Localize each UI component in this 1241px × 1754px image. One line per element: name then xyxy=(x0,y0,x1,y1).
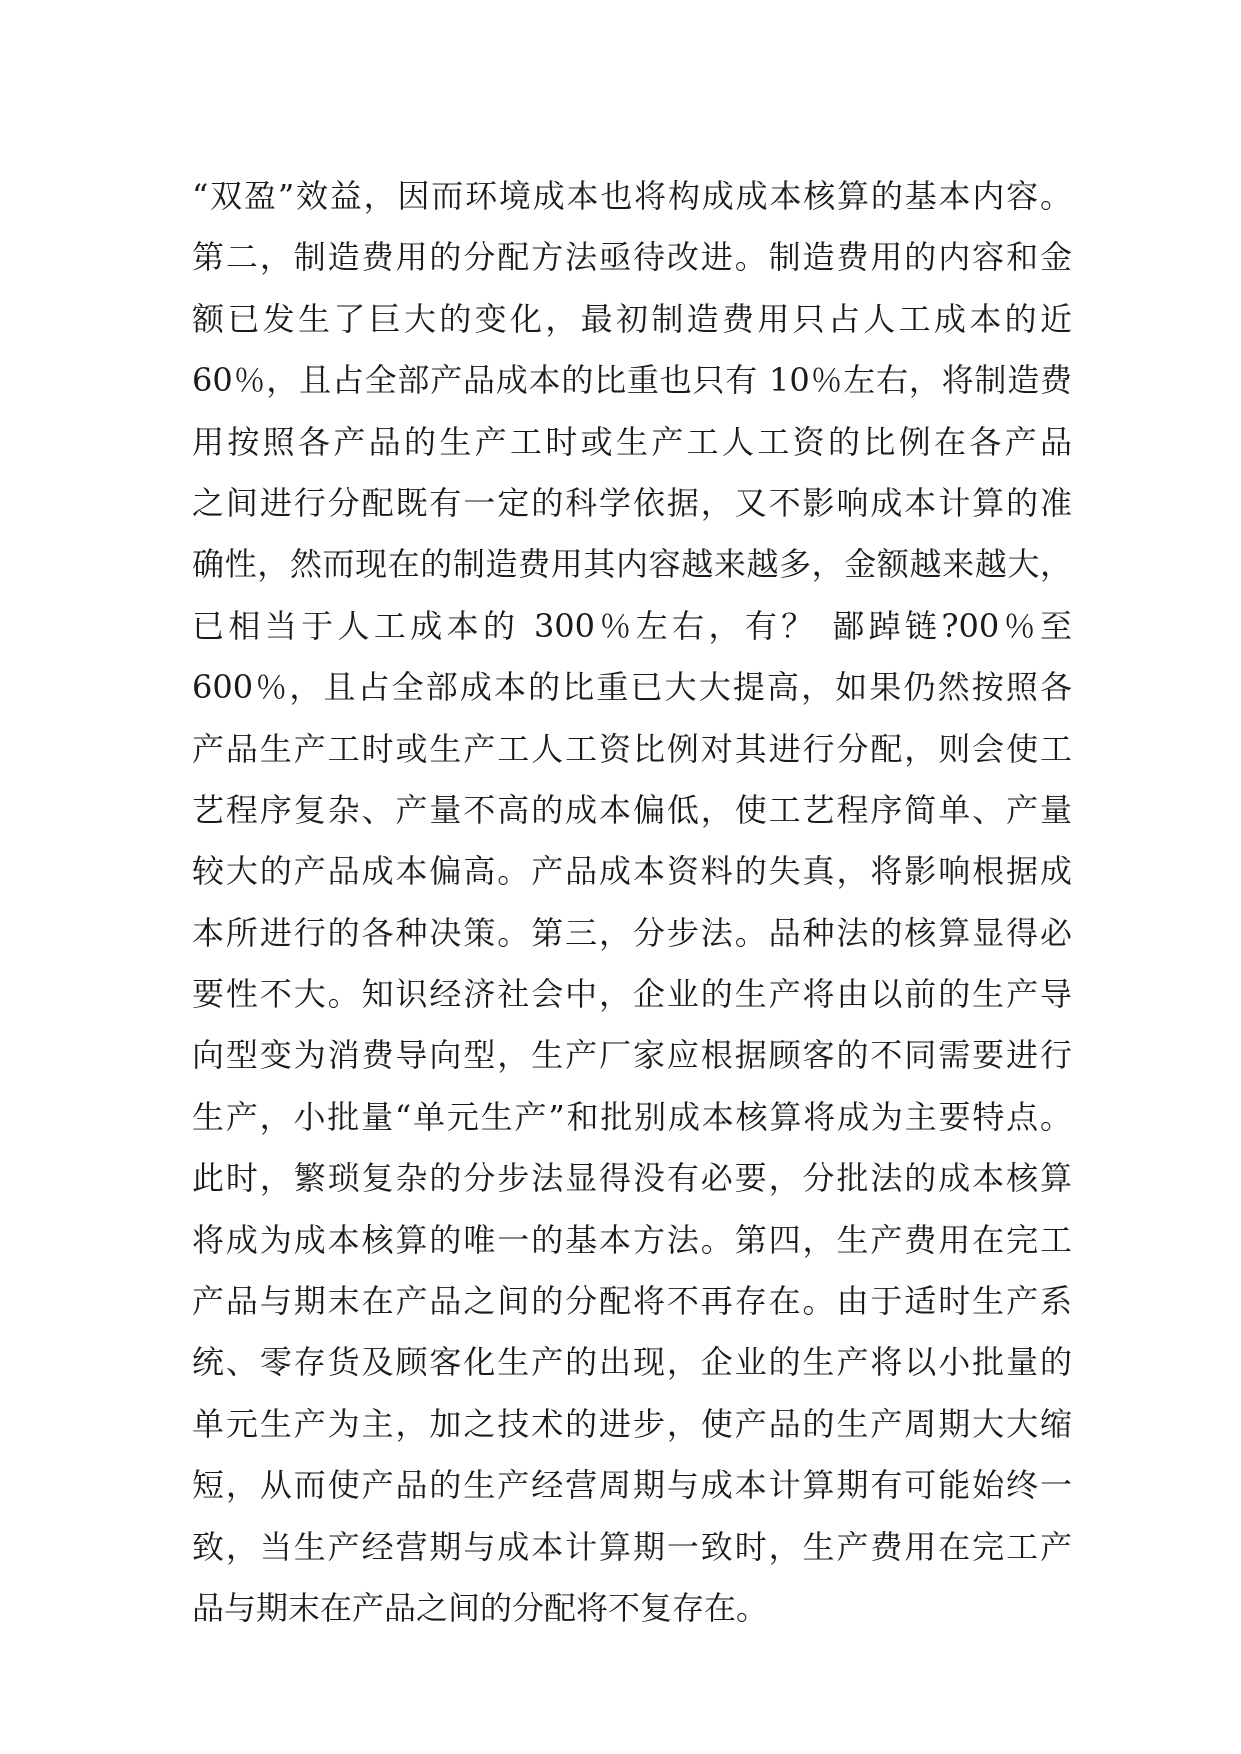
text-line: 本所进行的各种决策。第三，分步法。品种法的核算显得必 xyxy=(192,913,1072,952)
text-line: 额已发生了巨大的变化，最初制造费用只占人工成本的近 xyxy=(192,299,1072,338)
text-line: 600％，且占全部成本的比重已大大提高，如果仍然按照各 xyxy=(192,668,1072,707)
text-line: 确性，然而现在的制造费用其内容越来越多，金额越来越大， xyxy=(192,545,1072,584)
text-line: 艺程序复杂、产量不高的成本偏低，使工艺程序简单、产量 xyxy=(192,790,1072,829)
text-line: 将成为成本核算的唯一的基本方法。第四，生产费用在完工 xyxy=(192,1220,1072,1259)
text-line: 生产，小批量“单元生产”和批别成本核算将成为主要特点。 xyxy=(192,1097,1072,1136)
text-line: 单元生产为主，加之技术的进步，使产品的生产周期大大缩 xyxy=(192,1404,1072,1443)
text-line: 致，当生产经营期与成本计算期一致时，生产费用在完工产 xyxy=(192,1527,1072,1566)
text-line: 要性不大。知识经济社会中，企业的生产将由以前的生产导 xyxy=(192,975,1072,1014)
text-line: 用按照各产品的生产工时或生产工人工资的比例在各产品 xyxy=(192,422,1072,461)
text-line: 此时，繁琐复杂的分步法显得没有必要，分批法的成本核算 xyxy=(192,1159,1072,1198)
text-line: 较大的产品成本偏高。产品成本资料的失真，将影响根据成 xyxy=(192,852,1072,891)
text-line: 短，从而使产品的生产经营周期与成本计算期有可能始终一 xyxy=(192,1466,1072,1505)
text-line: 向型变为消费导向型，生产厂家应根据顾客的不同需要进行 xyxy=(192,1036,1072,1075)
text-line: 产品与期末在产品之间的分配将不再存在。由于适时生产系 xyxy=(192,1282,1072,1321)
text-line: 统、零存货及顾客化生产的出现，企业的生产将以小批量的 xyxy=(192,1343,1072,1382)
text-line: “双盈”效益，因而环境成本也将构成成本核算的基本内容。 xyxy=(192,177,1072,215)
text-line: 第二，制造费用的分配方法亟待改进。制造费用的内容和金 xyxy=(192,238,1072,277)
text-line: 品与期末在产品之间的分配将不复存在。 xyxy=(192,1588,769,1627)
text-line: 60％，且占全部产品成本的比重也只有 10％左右，将制造费 xyxy=(192,361,1072,400)
text-line: 之间进行分配既有一定的科学依据，又不影响成本计算的准 xyxy=(192,483,1072,522)
text-line: 产品生产工时或生产工人工资比例对其进行分配，则会使工 xyxy=(192,729,1072,768)
text-line: 已相当于人工成本的 300％左右，有？ 鄙踔链?00％至 xyxy=(192,606,1072,645)
body-paragraph xyxy=(192,166,1072,1639)
